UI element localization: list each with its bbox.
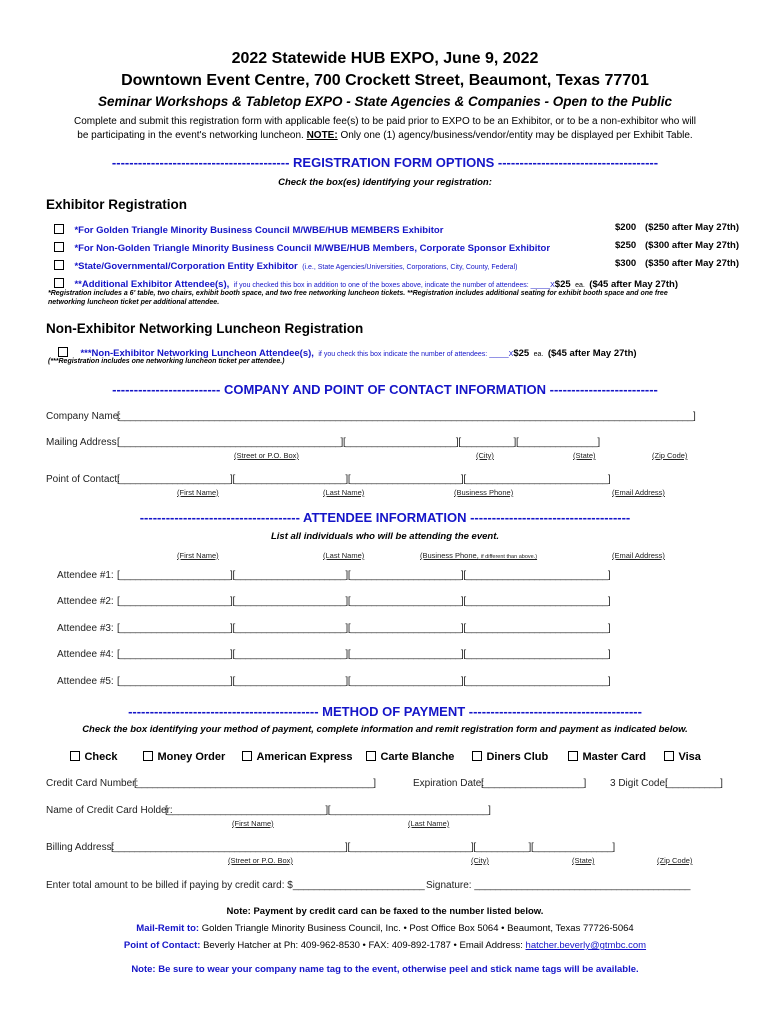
street-caption: (Street or P.O. Box) bbox=[234, 451, 299, 460]
exhibitor-footnote-2: networking luncheon ticket per additional attendee. bbox=[48, 299, 220, 306]
option-2-late-price: ($300 after May 27th) bbox=[645, 240, 739, 251]
intro-line-2 bbox=[0, 130, 770, 141]
method-label: Visa bbox=[678, 751, 701, 763]
cc-number-label: Credit Card Number: bbox=[46, 778, 139, 789]
company-name-field[interactable]: [_____________________________________________________________________________________________________________] bbox=[117, 411, 696, 422]
checkbox[interactable] bbox=[366, 751, 376, 761]
contact-label: Point of Contact: bbox=[123, 940, 201, 951]
checkbox[interactable] bbox=[58, 347, 68, 357]
attendee-instruction: List all individuals who will be attending the event. bbox=[270, 531, 500, 542]
option-label: ***Non-Exhibitor Networking Luncheon Attendee(s), bbox=[80, 348, 314, 359]
attendee-email-caption: (Email Address) bbox=[612, 551, 665, 560]
exhibitor-heading: Exhibitor Registration bbox=[46, 197, 188, 212]
checkbox[interactable] bbox=[54, 224, 64, 234]
company-name-label: Company Name: bbox=[46, 411, 122, 422]
holder-first-caption: (First Name) bbox=[232, 819, 274, 828]
attendee-3-label: Attendee #3: bbox=[57, 623, 114, 634]
method-label: Check bbox=[84, 751, 118, 763]
payment-banner: -------------------------------------------- METHOD OF PAYMENT ---------------------------------------- bbox=[128, 704, 642, 719]
attendee-1-label: Attendee #1: bbox=[57, 570, 114, 581]
payment-money-order[interactable] bbox=[143, 747, 225, 765]
first-name-caption: (First Name) bbox=[177, 488, 219, 497]
option-detail: if you checked this box in addition to one of the boxes above, indicate the number of attendees: _____X bbox=[233, 282, 555, 289]
option-price: $25 bbox=[554, 279, 571, 290]
checkbox[interactable] bbox=[568, 751, 578, 761]
amount-field[interactable]: Enter total amount to be billed if paying by credit card: $_________________________ bbox=[46, 880, 425, 891]
check-instruction: Check the box(es) identifying your registration: bbox=[278, 177, 492, 188]
option-2-price: $250 bbox=[615, 240, 637, 251]
attendee-first-caption: (First Name) bbox=[177, 551, 219, 560]
checkbox[interactable] bbox=[54, 242, 64, 252]
method-label: Carte Blanche bbox=[380, 751, 455, 763]
option-1-late-price: ($250 after May 27th) bbox=[645, 222, 739, 233]
cardholder-label: Name of Credit Card Holder: bbox=[46, 805, 173, 816]
signature-field[interactable]: Signature: _________________________________________ bbox=[426, 880, 691, 891]
cardholder-field[interactable]: [______________________________][______________________________] bbox=[165, 805, 491, 816]
option-price: $25 bbox=[513, 348, 530, 359]
last-name-caption: (Last Name) bbox=[323, 488, 365, 497]
billing-state-caption: (State) bbox=[572, 856, 595, 865]
intro-text: be participating in the event's networking luncheon. bbox=[77, 130, 304, 141]
zip-caption: (Zip Code) bbox=[652, 451, 688, 460]
option-1-price: $200 bbox=[615, 222, 637, 233]
attendee-2-field[interactable]: [_____________________][_____________________][_____________________][___________________________] bbox=[117, 596, 611, 607]
mailing-address-label: Mailing Address: bbox=[46, 437, 120, 448]
attendee-phone-caption bbox=[420, 551, 537, 560]
attendee-last-caption: (Last Name) bbox=[323, 551, 365, 560]
option-detail: (i.e., State Agencies/Universities, Corporations, City, County, Federal) bbox=[302, 264, 518, 271]
option-3-late-price: ($350 after May 27th) bbox=[645, 258, 739, 269]
attendee-5-label: Attendee #5: bbox=[57, 676, 114, 687]
method-label: Diners Club bbox=[486, 751, 549, 763]
option-detail: if you check this box indicate the number of attendees: _____X bbox=[318, 351, 514, 358]
payment-check[interactable] bbox=[70, 747, 117, 765]
registration-options-banner: ----------------------------------------- REGISTRATION FORM OPTIONS ------------------------------------- bbox=[111, 155, 659, 170]
payment-visa[interactable] bbox=[664, 747, 701, 765]
holder-last-caption: (Last Name) bbox=[408, 819, 450, 828]
option-late-price: ($45 after May 27th) bbox=[547, 348, 637, 359]
point-of-contact-field[interactable]: [_____________________][_____________________][_____________________][___________________________] bbox=[117, 474, 611, 485]
amount-label: Enter total amount to be billed if paying by credit card: $ bbox=[46, 880, 293, 891]
contact-text: Beverly Hatcher at Ph: 409-962-8530 • FAX: 409-892-1787 • Email Address: bbox=[203, 940, 523, 951]
attendee-1-field[interactable]: [_____________________][_____________________][_____________________][___________________________] bbox=[117, 570, 611, 581]
option-label: **Additional Exhibitor Attendee(s), bbox=[74, 279, 230, 290]
attendee-banner: ------------------------------------- ATTENDEE INFORMATION ------------------------------------- bbox=[139, 510, 631, 525]
signature-label: Signature: bbox=[426, 880, 472, 891]
checkbox[interactable] bbox=[54, 278, 64, 288]
contact-line bbox=[0, 940, 770, 951]
mail-remit bbox=[0, 923, 770, 934]
exhibitor-option-3[interactable] bbox=[54, 256, 517, 274]
attendee-3-field[interactable]: [_____________________][_____________________][_____________________][___________________________] bbox=[117, 623, 611, 634]
intro-note-label: NOTE: bbox=[306, 130, 338, 141]
mail-label: Mail-Remit to: bbox=[136, 923, 200, 934]
point-of-contact-label: Point of Contact: bbox=[46, 474, 120, 485]
cvv-label: 3 Digit Code: bbox=[610, 778, 668, 789]
checkbox[interactable] bbox=[54, 260, 64, 270]
billing-address-field[interactable]: [____________________________________________][_______________________][__________][_______________] bbox=[111, 842, 615, 853]
cvv-field[interactable]: [__________] bbox=[665, 778, 723, 789]
subtitle: Seminar Workshops & Tabletop EXPO - State Agencies & Companies - Open to the Public bbox=[97, 94, 673, 109]
name-tag-note: Note: Be sure to wear your company name tag to the event, otherwise peel and stick name tags will be available. bbox=[131, 964, 639, 975]
checkbox[interactable] bbox=[472, 751, 482, 761]
billing-address-label: Billing Address: bbox=[46, 842, 115, 853]
billing-city-caption: (City) bbox=[471, 856, 489, 865]
attendee-2-label: Attendee #2: bbox=[57, 596, 114, 607]
option-3-price: $300 bbox=[615, 258, 637, 269]
expiration-label: Expiration Date: bbox=[413, 778, 485, 789]
state-caption: (State) bbox=[573, 451, 596, 460]
company-banner: ------------------------- COMPANY AND POINT OF CONTACT INFORMATION ------------------------- bbox=[112, 382, 658, 397]
checkbox[interactable] bbox=[143, 751, 153, 761]
expiration-field[interactable]: [___________________] bbox=[481, 778, 586, 789]
checkbox[interactable] bbox=[664, 751, 674, 761]
attendee-5-field[interactable]: [_____________________][_____________________][_____________________][___________________________] bbox=[117, 676, 611, 687]
billing-zip-caption: (Zip Code) bbox=[657, 856, 693, 865]
method-label: Master Card bbox=[582, 751, 647, 763]
payment-master-card[interactable] bbox=[568, 747, 646, 765]
option-ea: ea. bbox=[575, 282, 585, 289]
phone-caption-small: if different than above.) bbox=[480, 554, 538, 560]
phone-caption-text: (Business Phone, bbox=[420, 551, 479, 560]
attendee-4-label: Attendee #4: bbox=[57, 649, 114, 660]
email-link[interactable]: hatcher.beverly@gtmbc.com bbox=[525, 940, 647, 951]
method-label: Money Order bbox=[157, 751, 226, 763]
option-label: *For Non-Golden Triangle Minority Business Council M/WBE/HUB Members, Corporate Sponsor Exhibitor bbox=[74, 243, 551, 254]
method-label: American Express bbox=[256, 751, 353, 763]
email-caption: (Email Address) bbox=[612, 488, 665, 497]
option-ea: ea. bbox=[533, 351, 544, 358]
intro-note-text: Only one (1) agency/business/vendor/entity may be displayed per Exhibit Table. bbox=[340, 130, 693, 141]
option-label: *For Golden Triangle Minority Business Council M/WBE/HUB MEMBERS Exhibitor bbox=[74, 225, 444, 236]
fax-note: Note: Payment by credit card can be faxed to the number listed below. bbox=[226, 906, 544, 917]
business-phone-caption: (Business Phone) bbox=[454, 488, 514, 497]
mailing-street-field[interactable]: [__________________________________________][_____________________][__________][_______________] bbox=[117, 437, 600, 448]
billing-street-caption: (Street or P.O. Box) bbox=[228, 856, 293, 865]
payment-carte-blanche[interactable] bbox=[366, 747, 454, 765]
intro-line-1: Complete and submit this registration form with applicable fee(s) to be paid prior to EXPO to be an Exhibitor, or to be a non-exhibitor who will bbox=[74, 116, 696, 127]
checkbox[interactable] bbox=[70, 751, 80, 761]
checkbox[interactable] bbox=[242, 751, 252, 761]
exhibitor-footnote-1: *Registration includes a 6' table, two chairs, exhibit booth space, and two free networking luncheon tickets. **Registration includes additional seating for exhibit booth space and one free bbox=[48, 290, 668, 297]
non-exhibitor-heading: Non-Exhibitor Networking Luncheon Registration bbox=[46, 321, 364, 336]
attendee-4-field[interactable]: [_____________________][_____________________][_____________________][___________________________] bbox=[117, 649, 611, 660]
city-caption: (City) bbox=[476, 451, 494, 460]
payment-american-express[interactable] bbox=[242, 747, 352, 765]
exhibitor-option-2[interactable] bbox=[54, 238, 550, 256]
option-late-price: ($45 after May 27th) bbox=[589, 279, 678, 290]
cc-number-field[interactable]: [_____________________________________________] bbox=[134, 778, 376, 789]
title-line-1: 2022 Statewide HUB EXPO, June 9, 2022 bbox=[231, 50, 539, 67]
exhibitor-option-1[interactable] bbox=[54, 220, 443, 238]
payment-instruction: Check the box identifying your method of payment, complete information and remit registration form and payment as indicated below. bbox=[82, 724, 688, 735]
mail-text: Golden Triangle Minority Business Council, Inc. • Post Office Box 5064 • Beaumont, Texas 77726-5064 bbox=[201, 923, 634, 934]
option-label: *State/Governmental/Corporation Entity Exhibitor bbox=[74, 261, 298, 272]
payment-diners-club[interactable] bbox=[472, 747, 548, 765]
title-line-2: Downtown Event Centre, 700 Crockett Street, Beaumont, Texas 77701 bbox=[121, 72, 649, 89]
non-exhibitor-footnote: (***Registration includes one networking luncheon ticket per attendee.) bbox=[48, 358, 285, 365]
